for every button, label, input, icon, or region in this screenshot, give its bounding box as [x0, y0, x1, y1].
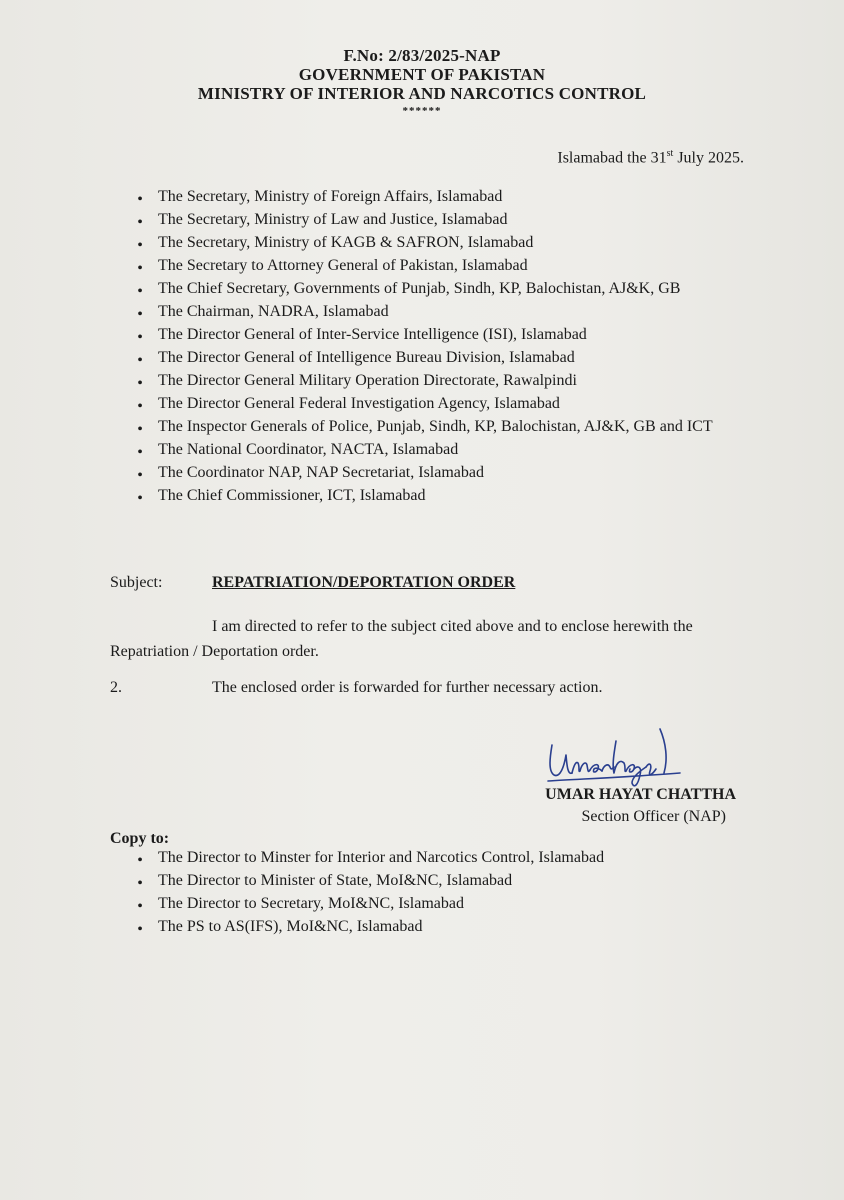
bullet-icon: • — [137, 260, 143, 277]
copy-to-list — [134, 849, 754, 941]
bullet-icon: • — [137, 852, 143, 869]
list-item: • The Chief Commissioner, ICT, Islamabad — [134, 487, 754, 505]
subject-label: Subject: — [110, 574, 163, 591]
paragraph-text: The enclosed order is forwarded for further necessary action. — [212, 679, 603, 696]
bullet-icon: • — [137, 214, 143, 231]
subject-title: REPATRIATION/DEPORTATION ORDER — [212, 574, 516, 591]
letter-date — [557, 148, 744, 167]
list-item: • The Inspector Generals of Police, Punjab, Sindh, KP, Balochistan, AJ&K, GB and ICT — [134, 418, 754, 436]
list-item: • The Chief Secretary, Governments of Punjab, Sindh, KP, Balochistan, AJ&K, GB — [134, 280, 754, 298]
handwritten-signature — [540, 723, 690, 793]
list-item: • The Director General Federal Investigation Agency, Islamabad — [134, 395, 754, 413]
list-item: • The National Coordinator, NACTA, Islamabad — [134, 441, 754, 459]
bullet-icon: • — [137, 921, 143, 938]
list-item: • The Secretary, Ministry of KAGB & SAFRON, Islamabad — [134, 234, 754, 252]
government-title: GOVERNMENT OF PAKISTAN — [298, 65, 546, 84]
bullet-icon: • — [137, 191, 143, 208]
date-rest: July 2025. — [673, 149, 744, 167]
header-stars: ****** — [402, 105, 442, 117]
bullet-icon: • — [137, 467, 143, 484]
list-item: • The Secretary, Ministry of Law and Justice, Islamabad — [134, 211, 754, 229]
body-paragraph-1: I am directed to refer to the subject cited above and to enclose herewith the Repatriation / Deportation order. — [110, 618, 693, 660]
addressee-list — [134, 188, 754, 510]
ministry-title: MINISTRY OF INTERIOR AND NARCOTICS CONTROL — [197, 84, 647, 103]
bullet-icon: • — [137, 237, 143, 254]
list-item: • The Director to Minister of State, MoI&NC, Islamabad — [134, 872, 754, 890]
bullet-icon: • — [137, 375, 143, 392]
list-item: • The PS to AS(IFS), MoI&NC, Islamabad — [134, 918, 754, 936]
bullet-icon: • — [137, 306, 143, 323]
bullet-icon: • — [137, 329, 143, 346]
date-ordinal: st — [666, 148, 674, 159]
bullet-icon: • — [137, 490, 143, 507]
signatory-name: UMAR HAYAT CHATTHA — [545, 786, 736, 803]
bullet-icon: • — [137, 283, 143, 300]
bullet-icon: • — [137, 352, 143, 369]
letter-header — [0, 46, 844, 117]
list-item: • The Director General of Intelligence Bureau Division, Islamabad — [134, 349, 754, 367]
list-item: • The Secretary, Ministry of Foreign Affairs, Islamabad — [134, 188, 754, 206]
bullet-icon: • — [137, 421, 143, 438]
list-item: • The Director to Minster for Interior and Narcotics Control, Islamabad — [134, 849, 754, 867]
list-item: • The Chairman, NADRA, Islamabad — [134, 303, 754, 321]
signatory-designation: Section Officer (NAP) — [581, 808, 726, 825]
file-number: F.No: 2/83/2025-NAP — [343, 46, 501, 65]
bullet-icon: • — [137, 875, 143, 892]
bullet-icon: • — [137, 398, 143, 415]
paragraph-number: 2. — [110, 679, 122, 696]
list-item: • The Director to Secretary, MoI&NC, Islamabad — [134, 895, 754, 913]
bullet-icon: • — [137, 444, 143, 461]
list-item: • The Secretary to Attorney General of Pakistan, Islamabad — [134, 257, 754, 275]
signatory-block — [500, 784, 750, 828]
list-item: • The Director General of Inter-Service Intelligence (ISI), Islamabad — [134, 326, 754, 344]
bullet-icon: • — [137, 898, 143, 915]
date-prefix: Islamabad the 31 — [557, 149, 667, 167]
list-item: • The Coordinator NAP, NAP Secretariat, Islamabad — [134, 464, 754, 482]
list-item: • The Director General Military Operation Directorate, Rawalpindi — [134, 372, 754, 390]
copy-to-label: Copy to: — [110, 830, 170, 847]
